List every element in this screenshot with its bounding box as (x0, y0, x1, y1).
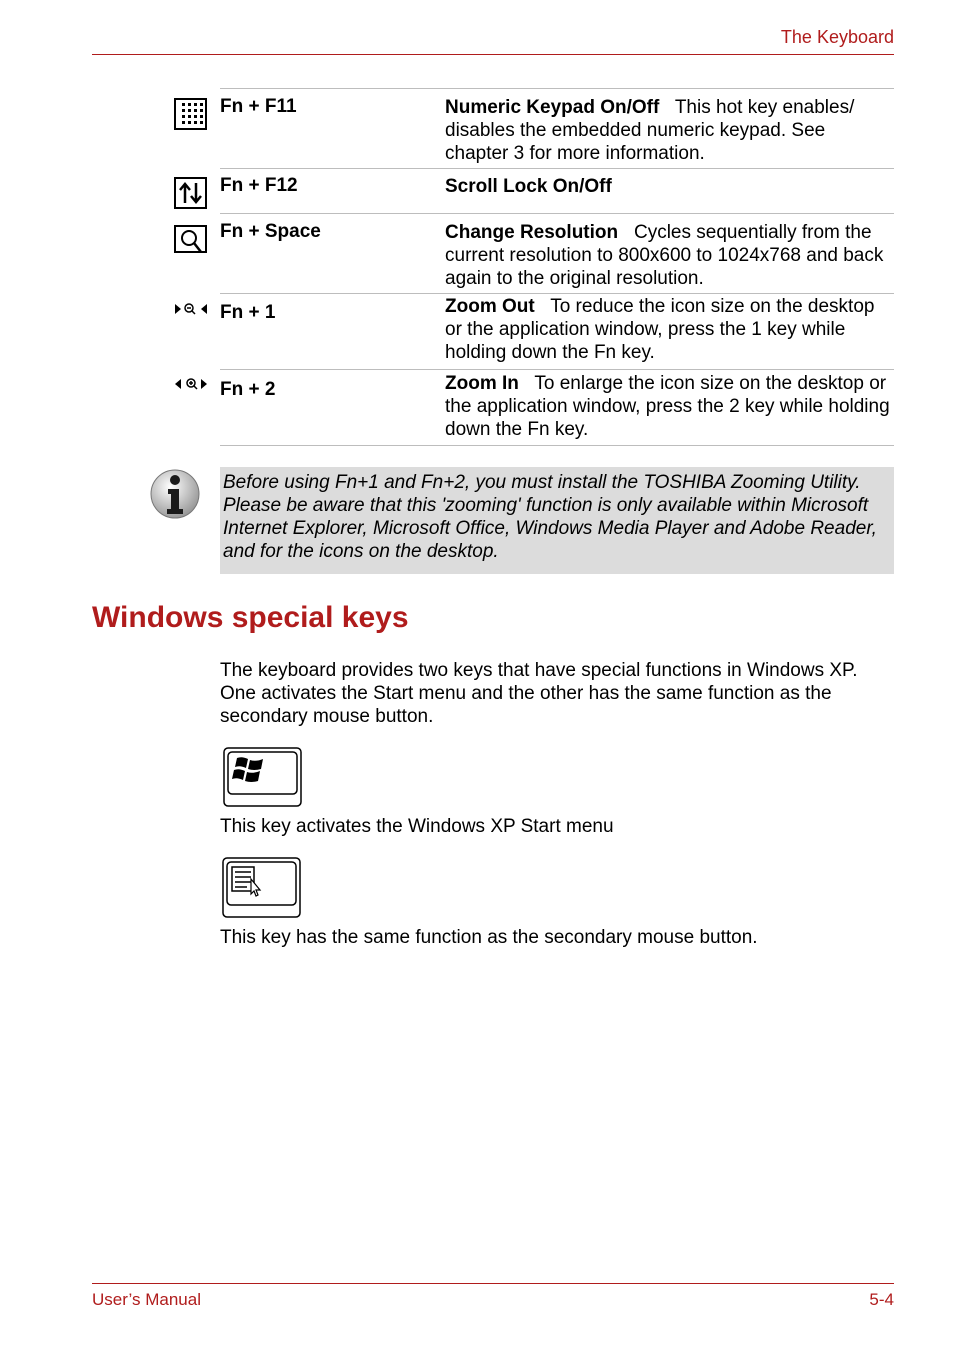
section-heading: Windows special keys (92, 601, 409, 634)
hotkey-description (445, 175, 893, 198)
windows-key-icon (223, 747, 302, 812)
hotkey-text: This hot key enables/ disables the embedded numeric keypad. See chapter 3 for more information. (445, 97, 855, 164)
hotkey-text: To enlarge the icon size on the desktop or the application window, press the 2 key while holding down the Fn key. (445, 373, 890, 440)
numeric-keypad-icon (174, 98, 208, 135)
hotkey-title: Change Resolution (445, 222, 619, 243)
hotkey-title: Numeric Keypad On/Off (445, 97, 660, 118)
info-icon (149, 468, 201, 525)
section-intro: The keyboard provides two keys that have special functions in Windows XP. One activates the Start menu and the other has the same function as the secondary mouse button. (220, 660, 858, 727)
table-divider (220, 213, 894, 214)
hotkey-title: Zoom Out (445, 296, 535, 317)
change-resolution-icon (174, 225, 208, 260)
zoom-out-icon (174, 302, 208, 321)
table-divider (220, 445, 894, 446)
hotkey-label: Fn + 1 (220, 302, 276, 323)
hotkey-text: Cycles sequentially from the current resolution to 800x600 to 1024x768 and back again to the original resolution. (445, 222, 884, 289)
hotkey-text: To reduce the icon size on the desktop or the application window, press the 1 key while holding down the Fn key. (445, 296, 875, 363)
hotkey-description (445, 295, 893, 364)
page-number: 5-4 (869, 1290, 894, 1309)
hotkey-description (445, 96, 893, 165)
key-caption: This key activates the Windows XP Start menu (220, 816, 614, 837)
hotkey-label: Fn + F11 (220, 96, 297, 117)
key-caption: This key has the same function as the secondary mouse button. (220, 927, 758, 948)
zoom-in-icon (174, 377, 208, 396)
hotkey-description (445, 372, 893, 441)
hotkey-title: Zoom In (445, 373, 519, 394)
note-box (220, 467, 894, 574)
table-divider (220, 168, 894, 169)
hotkey-description (445, 221, 893, 290)
scroll-lock-icon (174, 177, 208, 214)
hotkey-label: Fn + Space (220, 221, 321, 242)
hotkey-label: Fn + 2 (220, 379, 276, 400)
header-rule (92, 54, 894, 55)
application-key-icon (222, 857, 301, 923)
table-divider (220, 88, 894, 89)
running-header: The Keyboard (780, 27, 894, 47)
note-text: Before using Fn+1 and Fn+2, you must install the TOSHIBA Zooming Utility. Please be aware that this 'zooming' function is only available within Microsoft Internet Explorer, Microsoft Office, Windows Media Player and Adobe Reader, and for the icons on the desktop. (223, 472, 877, 562)
footer-manual-title: User’s Manual (92, 1290, 201, 1309)
hotkey-label: Fn + F12 (220, 175, 298, 196)
table-divider (220, 369, 894, 370)
hotkey-title: Scroll Lock On/Off (445, 176, 612, 197)
footer-rule (92, 1283, 894, 1284)
table-divider (220, 293, 894, 294)
